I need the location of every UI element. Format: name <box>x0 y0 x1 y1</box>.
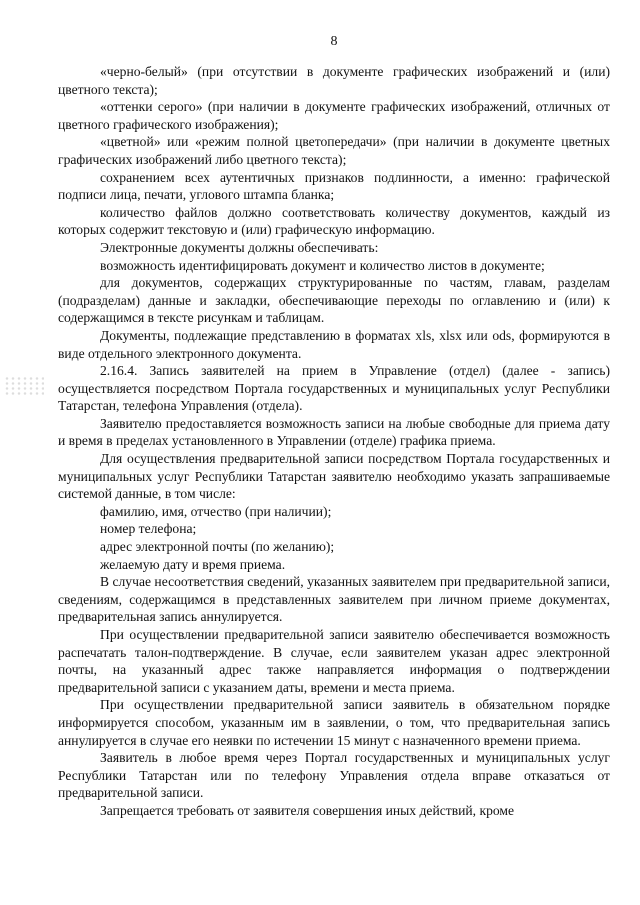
paragraph: Заявитель в любое время через Портал государственных и муниципальных услуг Республики Татарстан или по телефону Управления отдела вправе отказаться от предварительной записи. <box>58 750 610 801</box>
paragraph: сохранением всех аутентичных признаков подлинности, а именно: графической подписи лица, печати, углового штампа бланка; <box>58 169 610 203</box>
paragraph: для документов, содержащих структурированные по частям, главам, разделам (подразделам) данные и закладки, обеспечивающие переходы по оглавлению и (или) к содержащимся в тексте рисункам и таблицам. <box>58 275 610 326</box>
paragraph: Документы, подлежащие представлению в форматах xls, xlsx или ods, формируются в виде отдельного электронного документа. <box>58 327 610 361</box>
paragraph: количество файлов должно соответствовать количеству документов, каждый из которых содержит текстовую и (или) графическую информацию. <box>58 204 610 238</box>
paragraph: «цветной» или «режим полной цветопередачи» (при наличии в документе цветных графических изображений либо цветного текста); <box>58 134 610 167</box>
paragraph: возможность идентифицировать документ и количество листов в документе; <box>100 257 545 273</box>
paragraph: «черно-белый» (при отсутствии в документе графических изображений и (или) цветного текста); <box>58 64 610 97</box>
page-number: 8 <box>330 34 338 49</box>
paragraph: При осуществлении предварительной записи заявитель в обязательном порядке информируется способом, указанным им в заявлении, о том, что предварительная запись аннулируется в случае его неявки по истечении 15 минут с назначенного времени приема. <box>58 697 610 748</box>
paragraph: Для осуществления предварительной записи посредством Портала государственных и муниципальных услуг Республики Татарстан заявителю необходимо указать запрашиваемые системой данные, в том числе: <box>58 451 610 502</box>
scan-noise-mark <box>4 376 44 396</box>
list-item: номер телефона; <box>100 521 197 537</box>
paragraph: Запрещается требовать от заявителя совершения иных действий, кроме <box>100 802 515 818</box>
paragraph: «оттенки серого» (при наличии в документе графических изображений, отличных от цветного графического изображения); <box>58 99 610 132</box>
paragraph: Электронные документы должны обеспечивать: <box>100 239 379 255</box>
document-body <box>58 63 610 820</box>
paragraph: При осуществлении предварительной записи заявителю обеспечивается возможность распечатать талон-подтверждение. В случае, если заявителем указан адрес электронной почты, на указанный адрес также направляется информация о подтверждении предварительной записи с указанием даты, времени и места приема. <box>58 627 610 695</box>
paragraph: 2.16.4. Запись заявителей на прием в Управление (отдел) (далее - запись) осуществляется посредством Портала государственных и муниципальных услуг Республики Татарстан, телефона Управления (отдела). <box>58 363 610 414</box>
paragraph: Заявителю предоставляется возможность записи на любые свободные для приема дату и время в пределах установленного в Управлении (отделе) графика приема. <box>58 415 610 449</box>
paragraph: В случае несоответствия сведений, указанных заявителем при предварительной записи, сведениям, содержащимся в представленных заявителем при личном приеме документах, предварительная запись аннулируется. <box>58 574 610 625</box>
list-item: фамилию, имя, отчество (при наличии); <box>100 503 332 519</box>
list-item: адрес электронной почты (по желанию); <box>100 539 335 555</box>
list-item: желаемую дату и время приема. <box>100 556 286 572</box>
